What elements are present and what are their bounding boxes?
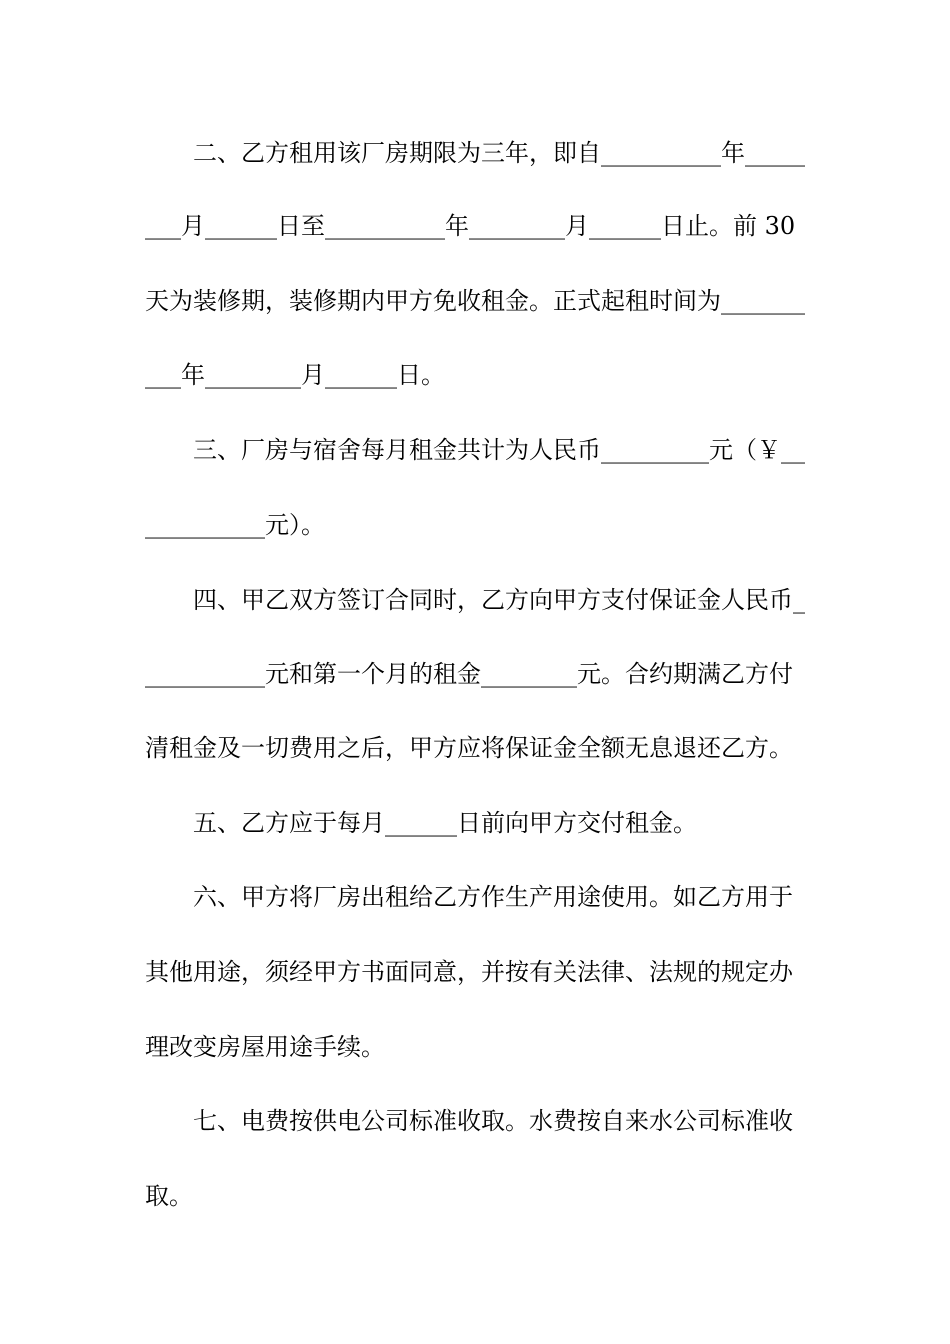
clause-2-line-3: 天为装修期，装修期内甲方免收租金。正式起租时间为_______ (145, 287, 805, 315)
clause-4-line-3: 清租金及一切费用之后，甲方应将保证金全额无息退还乙方。 (145, 734, 793, 762)
clause-3-line-2: __________元）。 (145, 511, 325, 539)
clause-6-line-2: 其他用途，须经甲方书面同意，并按有关法律、法规的规定办 (145, 958, 793, 986)
clause-4-line-1: 四、甲乙双方签订合同时，乙方向甲方支付保证金人民币_ (193, 586, 805, 614)
clause-5-line-1: 五、乙方应于每月______日前向甲方交付租金。 (193, 809, 697, 837)
clause-2-line-4: ___年________月______日。 (145, 361, 445, 389)
clause-6-line-3: 理改变房屋用途手续。 (145, 1033, 385, 1061)
clause-6-line-1: 六、甲方将厂房出租给乙方作生产用途使用。如乙方用于 (193, 883, 793, 911)
clause-7-line-1: 七、电费按供电公司标准收取。水费按自来水公司标准收 (193, 1107, 793, 1135)
clause-2-line-2: ___月______日至__________年________月______日止。前 30 (145, 212, 796, 240)
clause-7-line-2: 取。 (145, 1182, 193, 1210)
clause-2-line-1: 二、乙方租用该厂房期限为三年，即自__________年_____ (193, 139, 805, 167)
clause-3-line-1: 三、厂房与宿舍每月租金共计为人民币_________元（￥__ (193, 436, 805, 464)
clause-4-line-2: __________元和第一个月的租金________元。合约期满乙方付 (145, 660, 793, 688)
